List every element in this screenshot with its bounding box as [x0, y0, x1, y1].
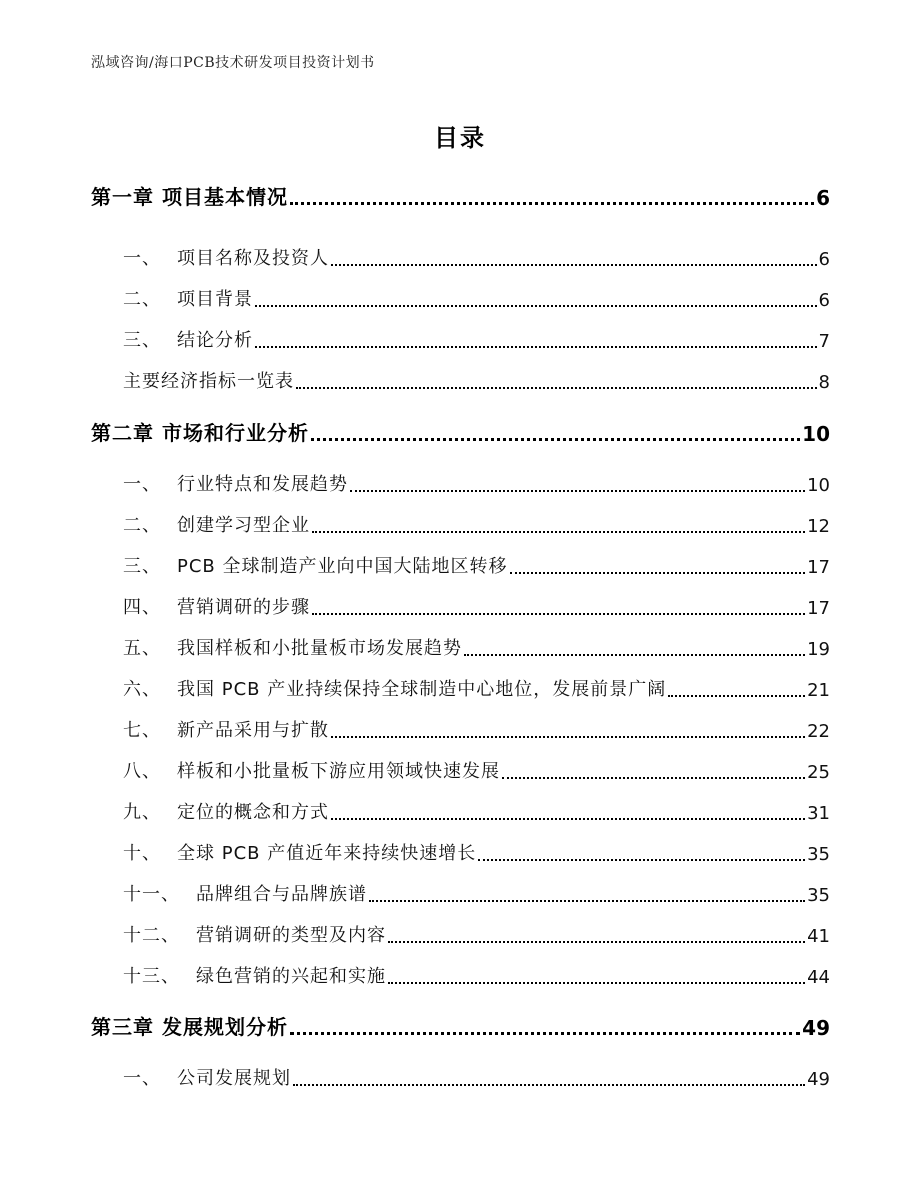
toc-table-entry[interactable] — [91, 367, 830, 393]
toc-page-number: 10 — [807, 475, 830, 496]
toc-section-1-1[interactable] — [91, 244, 830, 270]
toc-section-2-5[interactable] — [91, 634, 830, 660]
dot-leader — [255, 346, 817, 348]
toc-section-number: 二、 — [123, 289, 161, 310]
dot-leader — [668, 695, 805, 697]
toc-page-number: 17 — [807, 598, 830, 619]
toc-section-number: 一、 — [123, 248, 161, 269]
toc-entry-label: 创建学习型企业 — [177, 515, 310, 536]
toc-section-2-9[interactable] — [91, 798, 830, 824]
toc-section-number: 十三、 — [123, 966, 180, 987]
dot-leader — [388, 941, 805, 943]
toc-section-number: 八、 — [123, 761, 161, 782]
toc-page-number: 21 — [807, 680, 830, 701]
toc-section-2-3[interactable] — [91, 552, 830, 578]
toc-chapter-1[interactable] — [91, 182, 830, 210]
toc-section-number: 三、 — [123, 330, 161, 351]
toc-entry-label: 全球 PCB 产值近年来持续快速增长 — [177, 843, 477, 864]
toc-section-2-10[interactable] — [91, 839, 830, 865]
toc-section-2-4[interactable] — [91, 593, 830, 619]
dot-leader — [331, 264, 817, 266]
toc-section-1-3[interactable] — [91, 326, 830, 352]
toc-entry-label: PCB 全球制造产业向中国大陆地区转移 — [177, 556, 508, 577]
toc-entry-label: 主要经济指标一览表 — [123, 371, 294, 392]
toc-section-number: 四、 — [123, 597, 161, 618]
toc-section-number: 一、 — [123, 474, 161, 495]
toc-section-2-13[interactable] — [91, 962, 830, 988]
toc-page-number: 35 — [807, 844, 830, 865]
toc-section-2-7[interactable] — [91, 716, 830, 742]
toc-entry-label: 项目名称及投资人 — [177, 248, 329, 269]
toc-page-number: 12 — [807, 516, 830, 537]
toc-section-2-12[interactable] — [91, 921, 830, 947]
toc-section-3-1[interactable] — [91, 1064, 830, 1090]
toc-page-number: 35 — [807, 885, 830, 906]
toc-entry-label: 我国 PCB 产业持续保持全球制造中心地位，发展前景广阔 — [177, 679, 667, 700]
toc-page-number: 49 — [802, 1016, 830, 1040]
dot-leader — [502, 777, 805, 779]
toc-section-2-8[interactable] — [91, 757, 830, 783]
dot-leader — [478, 859, 805, 861]
table-of-contents — [91, 0, 830, 1191]
toc-section-number: 七、 — [123, 720, 161, 741]
dot-leader — [464, 654, 805, 656]
toc-entry-label: 营销调研的步骤 — [177, 597, 310, 618]
toc-entry-label: 第二章 市场和行业分析 — [91, 421, 309, 445]
toc-page-number: 8 — [818, 372, 830, 393]
dot-leader — [510, 572, 806, 574]
toc-title: 目录 — [434, 124, 486, 152]
toc-page-number: 19 — [807, 639, 830, 660]
dot-leader — [255, 305, 817, 307]
toc-page-number: 6 — [816, 186, 830, 210]
toc-entry-label: 绿色营销的兴起和实施 — [196, 966, 386, 987]
toc-page-number: 6 — [818, 290, 830, 311]
toc-entry-label: 新产品采用与扩散 — [177, 720, 329, 741]
dot-leader — [350, 490, 805, 492]
toc-page-number: 41 — [807, 926, 830, 947]
toc-page-number: 17 — [807, 557, 830, 578]
toc-section-2-11[interactable] — [91, 880, 830, 906]
toc-section-number: 三、 — [123, 556, 161, 577]
toc-page-number: 10 — [802, 422, 830, 446]
toc-section-2-2[interactable] — [91, 511, 830, 537]
toc-section-number: 十二、 — [123, 925, 180, 946]
dot-leader — [293, 1084, 805, 1086]
toc-chapter-3[interactable] — [91, 1012, 830, 1040]
toc-page-number: 31 — [807, 803, 830, 824]
toc-section-number: 二、 — [123, 515, 161, 536]
dot-leader — [388, 982, 805, 984]
dot-leader — [290, 1032, 800, 1035]
toc-chapter-2[interactable] — [91, 418, 830, 446]
toc-entry-label: 定位的概念和方式 — [177, 802, 329, 823]
dot-leader — [331, 736, 805, 738]
toc-section-number: 十、 — [123, 843, 161, 864]
dot-leader — [312, 613, 805, 615]
toc-entry-label: 公司发展规划 — [177, 1068, 291, 1089]
toc-page-number: 22 — [807, 721, 830, 742]
toc-page-number: 49 — [807, 1069, 830, 1090]
toc-entry-label: 第三章 发展规划分析 — [91, 1015, 288, 1039]
toc-entry-label: 行业特点和发展趋势 — [177, 474, 348, 495]
toc-entry-label: 营销调研的类型及内容 — [196, 925, 386, 946]
toc-entry-label: 结论分析 — [177, 330, 253, 351]
toc-page-number: 25 — [807, 762, 830, 783]
toc-entry-label: 项目背景 — [177, 289, 253, 310]
toc-page-number: 6 — [818, 249, 830, 270]
dot-leader — [312, 531, 805, 533]
running-header: 泓域咨询/海口PCB技术研发项目投资计划书 — [91, 55, 375, 71]
toc-entry-label: 第一章 项目基本情况 — [91, 185, 288, 209]
toc-page-number: 44 — [807, 967, 830, 988]
toc-section-2-6[interactable] — [91, 675, 830, 701]
toc-entry-label: 我国样板和小批量板市场发展趋势 — [177, 638, 462, 659]
dot-leader — [296, 387, 817, 389]
toc-section-2-1[interactable] — [91, 470, 830, 496]
toc-section-number: 九、 — [123, 802, 161, 823]
dot-leader — [290, 202, 814, 205]
toc-page-number: 7 — [818, 331, 830, 352]
dot-leader — [311, 438, 800, 441]
toc-section-1-2[interactable] — [91, 285, 830, 311]
toc-section-number: 十一、 — [123, 884, 180, 905]
dot-leader — [369, 900, 805, 902]
toc-section-number: 六、 — [123, 679, 161, 700]
dot-leader — [331, 818, 805, 820]
toc-entry-label: 样板和小批量板下游应用领域快速发展 — [177, 761, 500, 782]
toc-section-number: 五、 — [123, 638, 161, 659]
toc-entry-label: 品牌组合与品牌族谱 — [196, 884, 367, 905]
toc-section-number: 一、 — [123, 1068, 161, 1089]
